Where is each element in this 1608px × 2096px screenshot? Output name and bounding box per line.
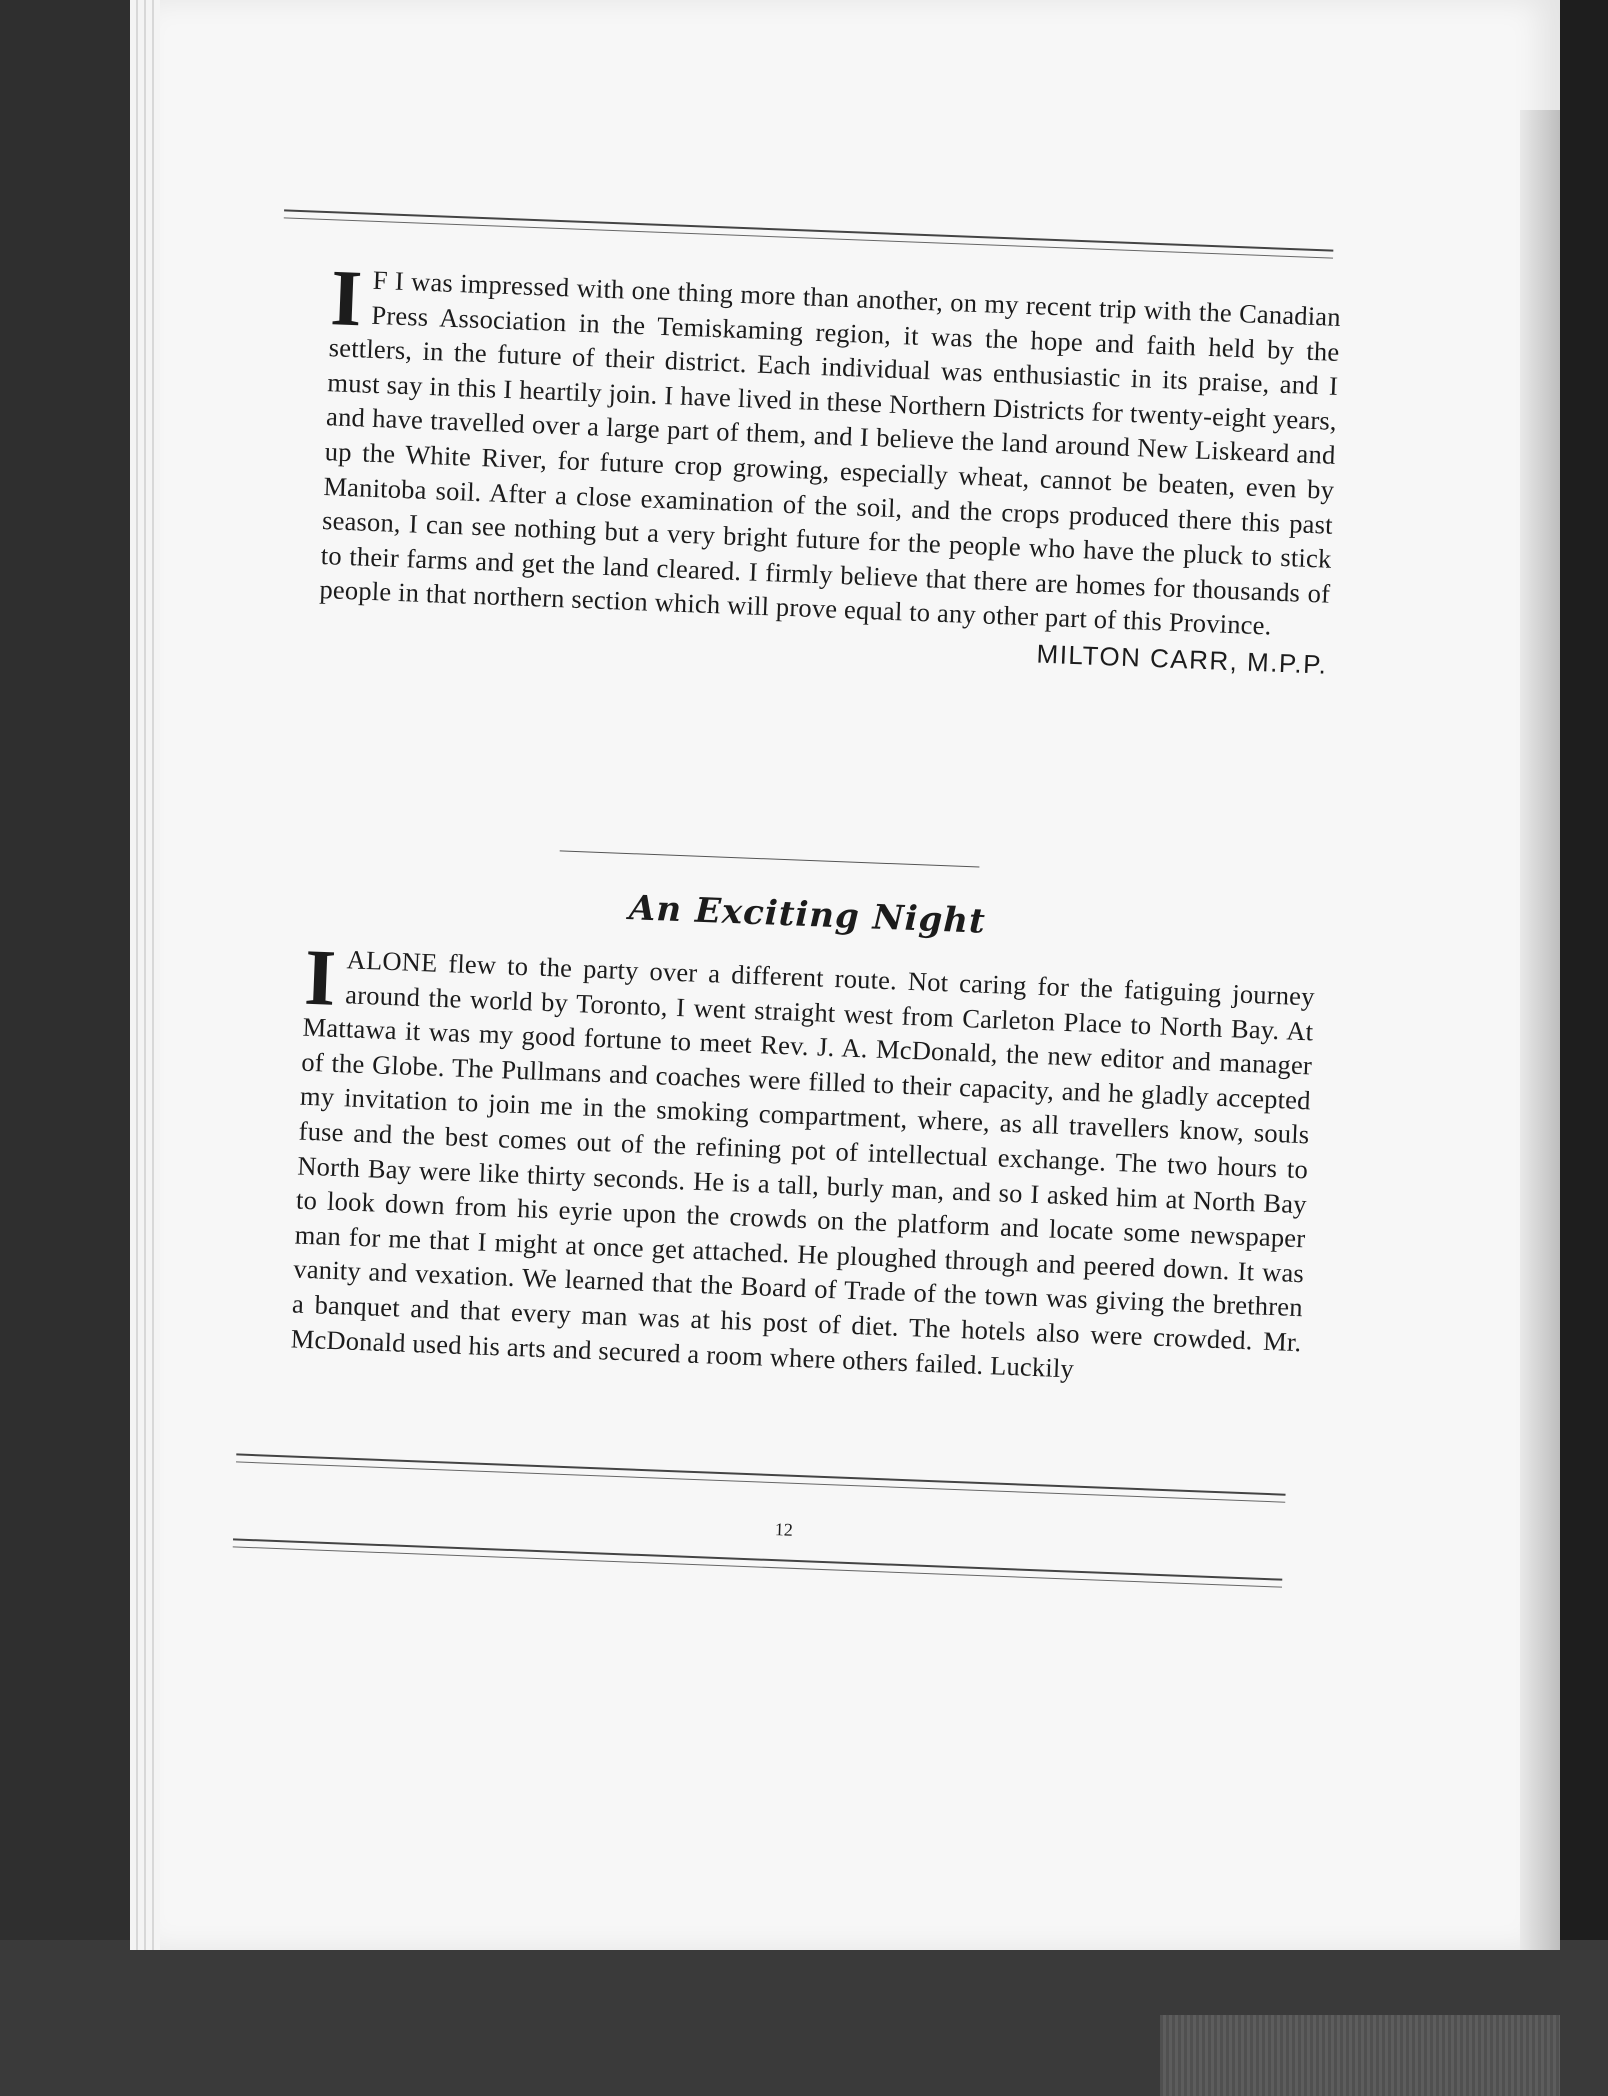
article-one	[318, 254, 1342, 680]
section-divider	[560, 850, 980, 867]
page-gutter-edge	[1520, 110, 1560, 1950]
article-two	[290, 933, 1316, 1395]
article-one-dropcap: I	[329, 254, 364, 344]
article-two-body	[290, 933, 1316, 1395]
article-one-body	[318, 254, 1342, 645]
background-left	[0, 0, 135, 2096]
top-rule	[284, 209, 1334, 258]
page-number: 12	[774, 1519, 794, 1540]
bottom-rule	[236, 1453, 1286, 1502]
book-cloth-cover	[1160, 2015, 1560, 2096]
article-one-text: F I was impressed with one thing more than another, on my recent trip with the Canadian Press Association in the Temiskaming region, it was the hope and faith held by the settlers, in the future of their district. Each individual was enthusiastic in its praise, and I must say in this I heartily join. I have lived in these Northern Districts for twenty-eight years, and have travelled over a large part of them, and I believe the land around New Liskeard and up the White River, for future crop growing, especially wheat, cannot be beaten, even by Manitoba soil. After a close examination of the soil, and the crops produced there this past season, I can see nothing but a very bright future for the people who have the pluck to stick to their farms and get the land cleared. I firmly believe that there are homes for thousands of people in that northern section which will prove equal to any other part of this Province.	[318, 264, 1342, 641]
background-right	[1558, 0, 1608, 2096]
article-one-signature: MILTON CARR, M.P.P.	[1036, 638, 1328, 680]
page-content	[223, 179, 1384, 1840]
article-two-title: An Exciting Night	[628, 888, 987, 942]
article-two-text: ALONE flew to the party over a different route. Not caring for the fatiguing journey around the world by Toronto, I went straight west from Carleton Place to North Bay. At Mattawa it was my good fortune to meet Rev. J. A. McDonald, the new editor and manager of the Globe. The Pullmans and coaches were filled to their capacity, and he gladly accepted my invitation to join me in the smoking compartment, where, as all travellers know, souls fuse and the best comes out of the refining pot of intellectual exchange. The two hours to North Bay were like thirty seconds. He is a tall, burly man, and so I asked him at North Bay to look down from his eyrie upon the crowds on the platform and locate some newspaper man for me that I might at once get attached. He ploughed through and peered down. It was vanity and vexation. We learned that the Board of Trade of the town was giving the brethren a banquet and that every man was at his post of diet. The hotels also were crowded. Mr. McDonald used his arts and secured a room where others failed. Luckily	[290, 944, 1316, 1384]
article-two-dropcap: I	[302, 933, 338, 1023]
